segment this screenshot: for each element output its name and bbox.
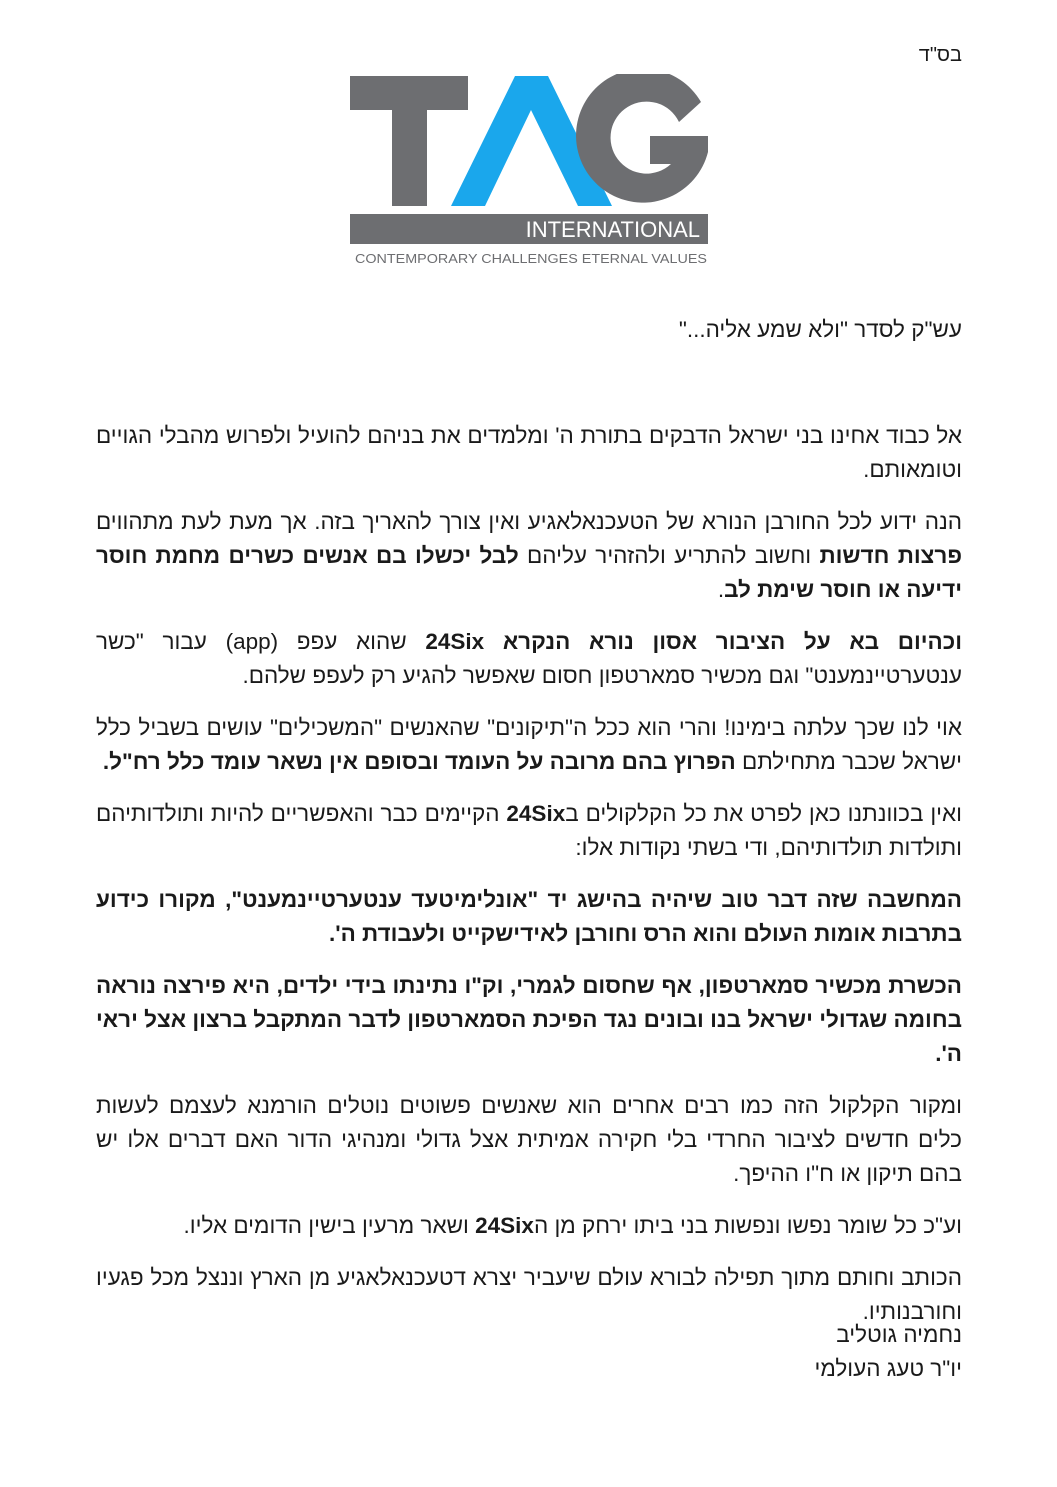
logo-band-text: INTERNATIONAL: [525, 217, 700, 242]
bold-text-run: 24Six: [506, 801, 566, 826]
bold-text-run: לבל יכשלו בם אנשים כשרים מחמת חוסר ידיעה או חוסר שימת לב: [96, 543, 962, 602]
text-run: ומקור הקלקול הזה כמו רבים אחרים הוא שאנשים פשוטים נוטלים הורמנא לעצמם לעשות כלים חדשים לציבור החרדי בלי חקירה אמיתית אצל גדולי ומנהיגי הדור האם דברים אלו יש בהם תיקון או ח"ו ההיפך.: [96, 1093, 962, 1186]
signature-block: [815, 1318, 962, 1386]
paragraph-4: [96, 711, 962, 779]
text-run: ושאר מרעין בישין הדומים אליו.: [183, 1213, 476, 1238]
logo-tagline: CONTEMPORARY CHALLENGES ETERNAL VALUES: [355, 252, 707, 266]
signer-name: נחמיה גוטליב: [836, 1322, 962, 1347]
bold-text-run: פרצות חדשות: [819, 543, 962, 568]
text-run: הנה ידוע לכל החורבן הנורא של הטעכנאלאגיע ואין צורך להאריך בזה. אך מעת לעת מתהווים: [96, 509, 962, 534]
paragraph-8: [96, 1089, 962, 1191]
paragraph-1: [96, 419, 962, 487]
letter-subject: עש"ק לסדר "ולא שמע אליה...": [678, 317, 962, 342]
signer-title: יו"ר טעג העולמי: [814, 1356, 962, 1381]
text-run: שהוא עפפ (app) עבור "כשר ענטערטיינמענט" וגם מכשיר סמארטפון חסום שאפשר להגיע רק לעפפ שלהם.: [96, 629, 962, 688]
text-run: ואין בכוונתנו כאן לפרט את כל הקלקולים ב: [565, 801, 962, 826]
text-run: אל כבוד אחינו בני ישראל הדבקים בתורת ה' ומלמדים את בניהם להועיל ולפרוש מהבלי הגויים וטומאותם.: [96, 423, 962, 482]
tag-international-logo: [348, 74, 714, 270]
bold-text-run: 24Six: [475, 1213, 534, 1238]
logo-letter-t: [350, 76, 468, 206]
text-run: וע"כ כל שומר נפשו ונפשות בני ביתו ירחק מן ה: [533, 1213, 962, 1238]
paragraph-9: [96, 1209, 962, 1243]
bold-text-run: הפרוץ בהם מרובה על העומד ובסופם אין נשאר עומד כלל רח"ל.: [102, 749, 736, 774]
paragraph-6: [96, 883, 962, 951]
paragraphs: [96, 419, 962, 1329]
paragraph-5: [96, 797, 962, 865]
text-run: וחשוב להתריע ולהזהיר עליהם: [518, 543, 820, 568]
text-run: הכותב וחותם מתוך תפילה לבורא עולם שיעביר יצרא דטעכנאלאגיע מן הארץ וננצל מכל פגעיו וחורבנותיו.: [96, 1265, 962, 1324]
header-mark: בס"ד: [918, 44, 962, 66]
paragraph-2: [96, 505, 962, 607]
paragraph-3: [96, 625, 962, 693]
paragraph-7: [96, 969, 962, 1071]
bold-text-run: וכהיום בא על הציבור אסון נורא הנקרא 24Six: [425, 629, 962, 654]
letter-body: [96, 313, 962, 1329]
bold-text-run: הכשרת מכשיר סמארטפון, אף שחסום לגמרי, וק"ו נתינתו בידי ילדים, היא פירצה נוראה בחומה שגדולי ישראל בנו ובונים נגד הפיכת הסמארטפון לדבר המתקבל ברצון אצל יראי ה'.: [96, 973, 962, 1066]
text-run: אוי לנו שכך עלתה בימינו! והרי הוא ככל ה"תיקונים" שהאנשים "המשכילים" עושים בשביל כלל ישראל שכבר מתחילתם: [96, 715, 962, 774]
bold-text-run: המחשבה שזה דבר טוב שיהיה בהישג יד "אונלימיטעד ענטערטיינמענט", מקורו כידוע בתרבות אומות העולם והוא הרס וחורבן לאידישקייט ולעבודת ה'.: [96, 887, 962, 946]
text-run: הקיימים כבר והאפשריים להיות ותולדותיהם ותולדות תולדותיהם, ודי בשתי נקודות אלו:: [96, 801, 962, 860]
logo-graphic: [348, 74, 714, 270]
text-run: .: [717, 577, 725, 602]
